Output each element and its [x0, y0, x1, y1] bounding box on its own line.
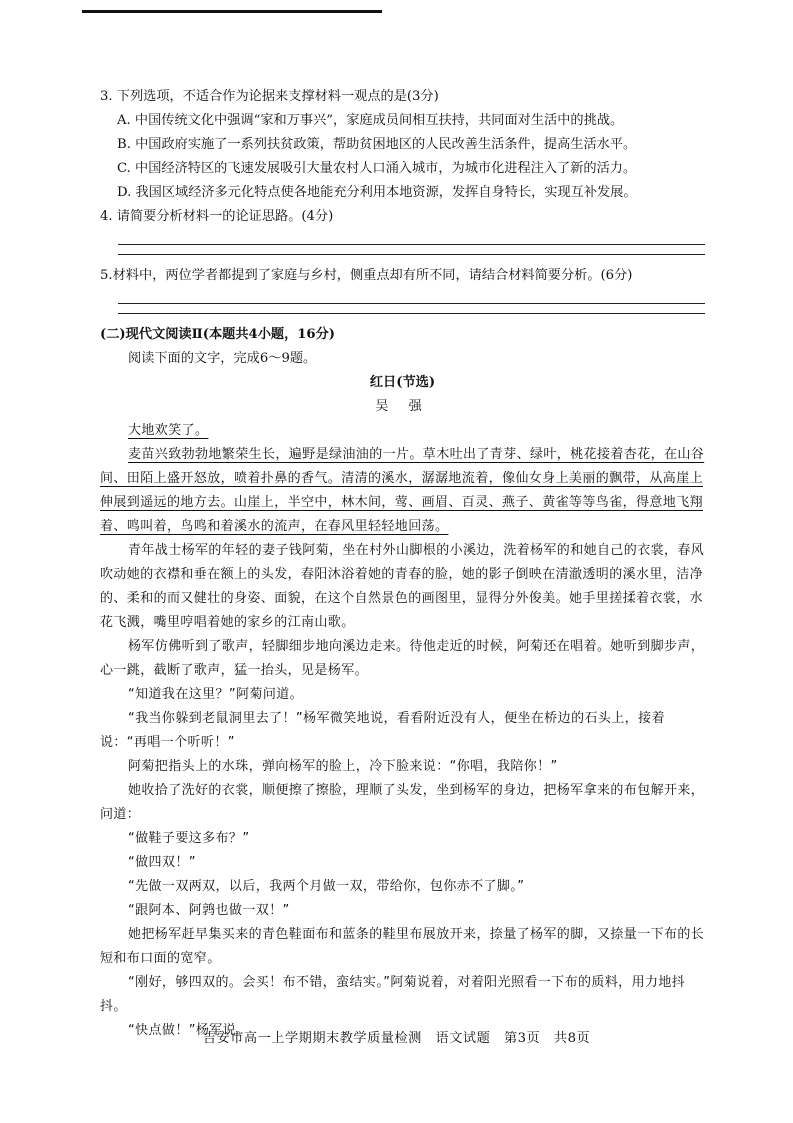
question-3-option-c: C. 中国经济特区的飞速发展吸引大量农村人口涌入城市，为城市化进程注入了新的活力。	[117, 161, 637, 176]
passage-paragraph: “刚好，够四双的。会买！布不错，蛮结实。”阿菊说着，对着阳光照看一下布的质料，用力地抖抖。	[100, 975, 686, 1014]
section-intro: 阅读下面的文字，完成6～9题。	[128, 351, 317, 366]
passage-paragraph: 她把杨军赶早集买来的青色鞋面布和蓝条的鞋里布展放开来，捺量了杨军的脚，又捺量一下布的长短和布口面的宽窄。	[100, 927, 705, 966]
question-3-stem: 3. 下列选项，不适合作为论据来支撑材料一观点的是(3分)	[100, 89, 439, 104]
passage-paragraph: “先做一双两双，以后，我两个月做一双，带给你，包你赤不了脚。”	[128, 879, 525, 894]
passage-paragraph: “做四双！”	[128, 855, 196, 870]
section-heading: (二)现代文阅读Ⅱ(本题共4小题，16分)	[100, 327, 336, 342]
passage-paragraph: “快点做！”杨军说。	[128, 1023, 250, 1038]
answer-line	[118, 244, 705, 245]
passage-paragraph: 麦苗兴致勃勃地繁荣生长，遍野是绿油油的一片。草木吐出了青芽、绿叶，桃花接着杏花，在山谷间、田陌上盛开怒放，喷着扑鼻的香气。清清的溪水，潺潺地流着，像仙女身上美丽的飘带，从高崖上伸展到遥远的地方去。山崖上，半空中，林木间，莺、画眉、百灵、燕子、黄雀等等鸟雀，得意地飞翔着、鸣叫着，鸟鸣和着溪水的流声，在春风里轻轻地回荡。	[100, 447, 705, 534]
passage-paragraph: 青年战士杨军的年轻的妻子钱阿菊，坐在村外山脚根的小溪边，洗着杨军的和她自己的衣裳，春风吹动她的衣襟和垂在额上的头发，春阳沐浴着她的青春的脸，她的影子倒映在清澈透明的溪水里，洁净的、柔和的而又健壮的身姿、面貌，在这个自然景色的画图里，显得分外俊美。她手里搓揉着衣裳，水花飞溅，嘴里哼唱着她的家乡的江南山歌。	[100, 543, 705, 630]
answer-line	[118, 254, 705, 255]
question-4-stem: 4. 请简要分析材料一的论证思路。(4分)	[100, 209, 334, 224]
exam-page	[100, 85, 705, 1043]
answer-line	[118, 313, 705, 314]
answer-line	[118, 303, 705, 304]
passage-paragraph: 大地欢笑了。	[128, 423, 209, 438]
passage-paragraph: 阿菊把指头上的水珠，弹向杨军的脸上，冷下脸来说：“你唱，我陪你！”	[128, 759, 558, 774]
page-footer: 吉安市高一上学期期末教学质量检测 语文试题 第3页 共8页	[202, 1031, 591, 1046]
question-5-stem: 5.材料中，两位学者都提到了家庭与乡村，侧重点却有所不同，请结合材料简要分析。(6分)	[100, 268, 633, 283]
passage-paragraph: 她收拾了洗好的衣裳，顺便擦了擦脸，理顺了头发，坐到杨军的身边，把杨军拿来的布包解开来，问道：	[100, 783, 705, 822]
top-rule	[82, 10, 382, 13]
passage-paragraph: “知道我在这里？”阿菊问道。	[128, 687, 304, 702]
passage-paragraph: “做鞋子要这多布？”	[128, 831, 250, 846]
passage-author: 吴 强	[375, 399, 430, 414]
passage-paragraph: “跟阿本、阿鹑也做一双！”	[128, 903, 290, 918]
passage-paragraph: 杨军仿佛听到了歌声，轻脚细步地向溪边走来。待他走近的时候，阿菊还在唱着。她听到脚步声，心一跳，截断了歌声，猛一抬头，见是杨军。	[100, 639, 705, 678]
passage-paragraph: “我当你躲到老鼠洞里去了！”杨军微笑地说，看看附近没有人，便坐在桥边的石头上，接着说：“再唱一个听听！”	[100, 711, 665, 750]
question-3-option-a: A. 中国传统文化中强调“家和万事兴”，家庭成员间相互扶持，共同面对生活中的挑战。	[117, 113, 624, 128]
question-3-option-b: B. 中国政府实施了一系列扶贫政策，帮助贫困地区的人民改善生活条件，提高生活水平。	[117, 137, 637, 152]
passage-title: 红日(节选)	[369, 375, 436, 390]
question-3-option-d: D. 我国区域经济多元化特点使各地能充分利用本地资源，发挥自身特长，实现互补发展。	[117, 185, 637, 200]
